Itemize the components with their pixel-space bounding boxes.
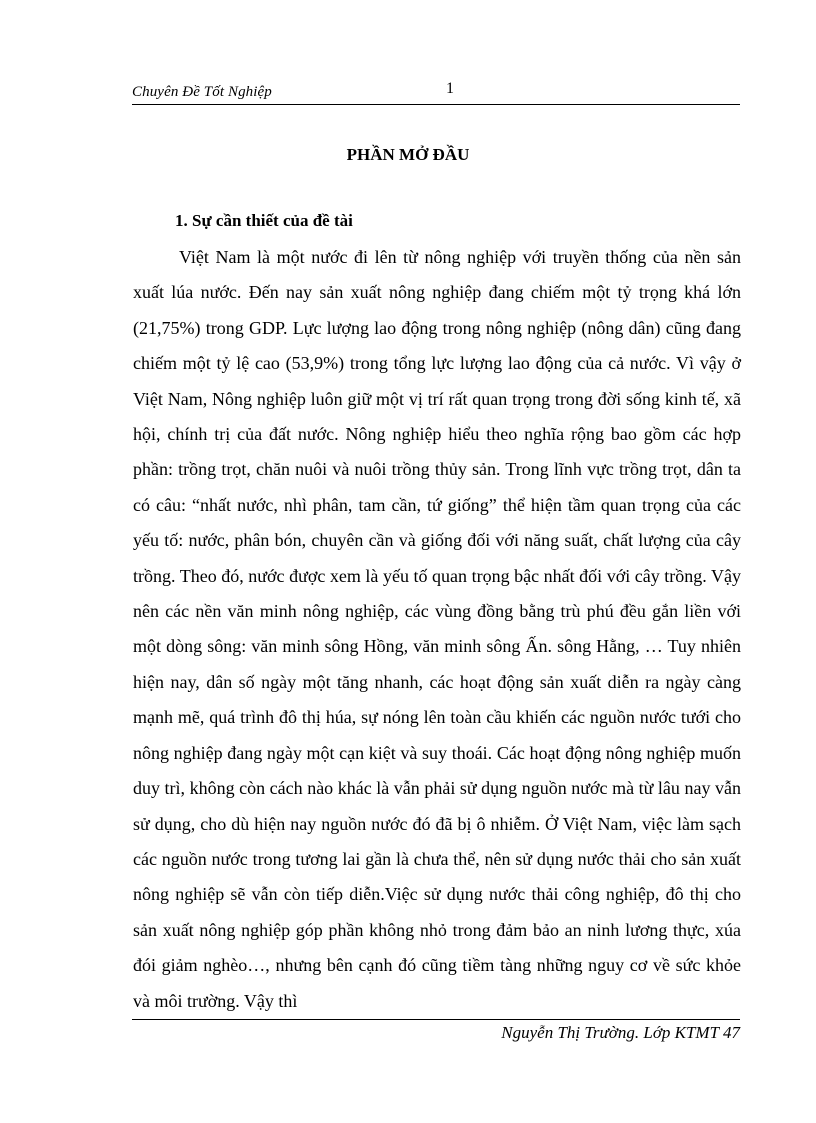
header-title: Chuyên Đề Tốt Nghiệp (132, 84, 272, 100)
footer-author: Nguyễn Thị Trường. Lớp KTMT 47 (501, 1023, 740, 1042)
body-paragraph: Việt Nam là một nước đi lên từ nông nghiệp với truyền thống của nền sản xuất lúa nước. Đến nay sản xuất nông nghiệp đang chiếm một tỷ trọng khá lớn (21,75%) trong GDP. Lực lượng lao động trong nông nghiệp (nông dân) cũng đang chiếm một tỷ lệ cao (53,9%) trong tổng lực lượng lao động của cả nước. Vì vậy ở Việt Nam, Nông nghiệp luôn giữ một vị trí rất quan trọng trong đời sống kinh tế, xã hội, chính trị của đất nước. Nông nghiệp hiểu theo nghĩa rộng bao gồm các hợp phần: trồng trọt, chăn nuôi và nuôi trồng thủy sản. Trong lĩnh vực trồng trọt, dân ta có câu: “nhất nước, nhì phân, tam cần, tứ giống” thể hiện tầm quan trọng của các yếu tố: nước, phân bón, chuyên cần và giống đối với năng suất, chất lượng của cây trồng. Theo đó, nước được xem là yếu tố quan trọng bậc nhất đối với cây trồng. Vậy nên các nền văn minh nông nghiệp, các vùng đồng bằng trù phú đều gắn liền với một dòng sông: văn minh sông Hồng, văn minh sông Ấn. sông Hằng, … Tuy nhiên hiện nay, dân số ngày một tăng nhanh, các hoạt động sản xuất diễn ra ngày càng mạnh mẽ, quá trình đô thị húa, sự nóng lên toàn cầu khiến các nguồn nước tưới cho nông nghiệp đang ngày một cạn kiệt và suy thoái. Các hoạt động nông nghiệp muốn duy trì, không còn cách nào khác là vẫn phải sử dụng nguồn nước mà từ lâu nay vẫn sử dụng, cho dù hiện nay nguồn nước đó đã bị ô nhiễm. Ở Việt Nam, việc làm sạch các nguồn nước trong tương lai gần là chưa thể, nên sử dụng nước thải cho sản xuất nông nghiệp sẽ vẫn còn tiếp diễn.Việc sử dụng nước thải công nghiệp, đô thị cho sản xuất nông nghiệp góp phần không nhỏ trong đảm bảo an ninh lương thực, xúa đói giảm nghèo…, nhưng bên cạnh đó cũng tiềm tàng những nguy cơ về sức khỏe và môi trường. Vậy thì (133, 247, 741, 1011)
page-number: 1 (446, 80, 454, 97)
page-header (132, 80, 740, 105)
page-footer (132, 1019, 740, 1042)
page-heading: PHẦN MỞ ĐẦU (346, 145, 470, 164)
section-heading: 1. Sự cần thiết của đề tài (175, 211, 353, 230)
